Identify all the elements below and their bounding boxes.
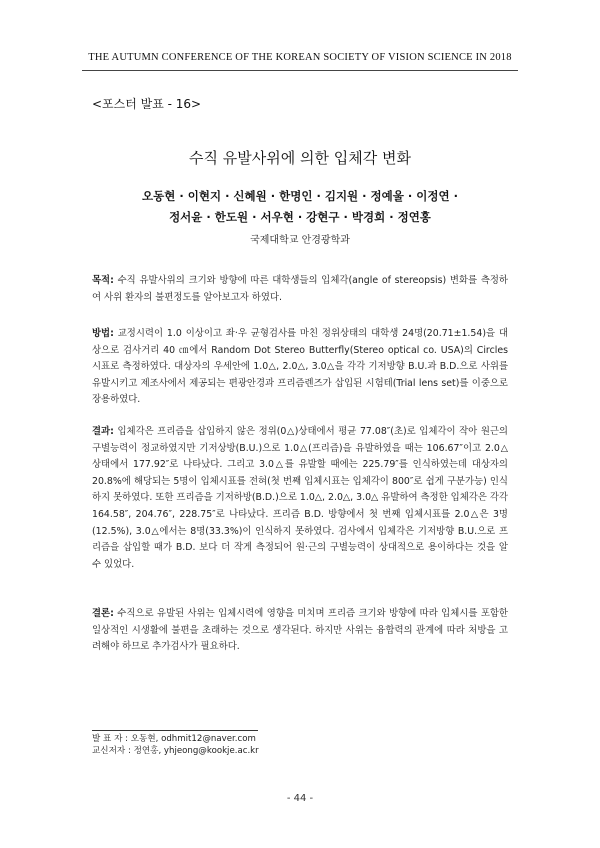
page-number: - 44 - xyxy=(286,793,314,804)
footnote xyxy=(92,733,259,757)
presenter-contact: 발 표 자 : 오동현, odhmit12@naver.com xyxy=(92,734,256,744)
author-line-1: 오동현 · 이현지 · 신혜원 · 한명인 · 김지원 · 정예울 · 이정연 · xyxy=(142,189,458,203)
section-body: 수직으로 유발된 사위는 입체시력에 영향을 미치며 프리즘 크기와 방향에 따라 입체시를 포함한 일상적인 시생활에 불편을 초래하는 것으로 생각된다. 하지만 사위는 융합력의 관계에 따라 처방을 고려해야 하므로 추가검사가 필요하다. xyxy=(92,608,508,653)
section-heading: 방법: xyxy=(92,328,114,339)
section-result xyxy=(92,424,508,573)
affiliation: 국제대학교 안경광학과 xyxy=(250,235,350,246)
section-body: 교정시력이 1.0 이상이고 좌·우 균형검사를 마친 정위상태의 대학생 24명(20.71±1.54)을 대상으로 검사거리 40 ㎝에서 Random Dot Stereo Butterfly(Stereo optical co. USA)의 Circles 시표로 측정하였다. 대상자의 우세안에 1.0△, 2.0△, 3.0△을 각각 기저방향 B.U.과 B.D.으로 사위를 유발시키고 제조사에서 제공되는 편광안경과 프리즘렌즈가 삽입된 시험테(Trial lens set)를 이중으로 장용하였다. xyxy=(92,328,508,406)
section-body: 입체각은 프리즘을 삽입하지 않은 정위(0△)상태에서 평균 77.08″(초)로 입체각이 작아 원근의 구별능력이 정교하였지만 기저상방(B.U.)으로 1.0△(프리즘)을 유발하였을 때는 106.67″이고 2.0△ 상태에서 177.92″로 나타났다. 그리고 3.0△를 유발할 때에는 225.79″를 인식하였는데 대상자의 20.8%에 해당되는 5명이 입체시표를 전혀(첫 번째 입체시표는 입체각이 800″로 쉽게 구분가능) 인식하지 못하였다. 또한 프리즘을 기저하방(B.D.)으로 1.0△, 2.0△, 3.0△ 유발하여 측정한 입체각은 각각 164.58″, 204.76″, 228.75″로 나타났다. 프리즘 B.D. 방향에서 첫 번째 입체시표를 2.0△은 3명(12.5%), 3.0△에서는 8명(33.3%)이 인식하지 못하였다. 검사에서 입체각은 기저방향 B.U.으로 프리즘을 삽입할 때가 B.D. 보다 더 작게 측정되어 원·근의 구별능력이 상대적으로 용이하다는 것을 알 수 있었다. xyxy=(92,426,508,570)
poster-label: <포스터 발표 - 16> xyxy=(92,97,202,111)
section-heading: 결론: xyxy=(92,608,114,619)
section-method xyxy=(92,326,508,409)
footnote-divider xyxy=(92,730,258,731)
section-purpose xyxy=(92,273,508,306)
paper-title: 수직 유발사위에 의한 입체각 변화 xyxy=(189,149,411,167)
section-heading: 결과: xyxy=(92,426,114,437)
section-body: 수직 유발사위의 크기와 방향에 따른 대학생들의 입체각(angle of stereopsis) 변화를 측정하여 사위 환자의 불편정도를 알아보고자 하였다. xyxy=(92,275,508,303)
section-conclusion xyxy=(92,606,508,656)
conference-header: THE AUTUMN CONFERENCE OF THE KOREAN SOCIETY OF VISION SCIENCE IN 2018 xyxy=(88,52,512,63)
section-heading: 목적: xyxy=(92,275,114,286)
author-line-2: 정서윤 · 한도원 · 서우현 · 강현구 · 박경희 · 정연홍 xyxy=(169,210,431,224)
corresponding-author-contact: 교신저자 : 정연홍, yhjeong@kookje.ac.kr xyxy=(92,746,259,756)
header-divider xyxy=(82,70,518,71)
author-list xyxy=(0,186,600,228)
